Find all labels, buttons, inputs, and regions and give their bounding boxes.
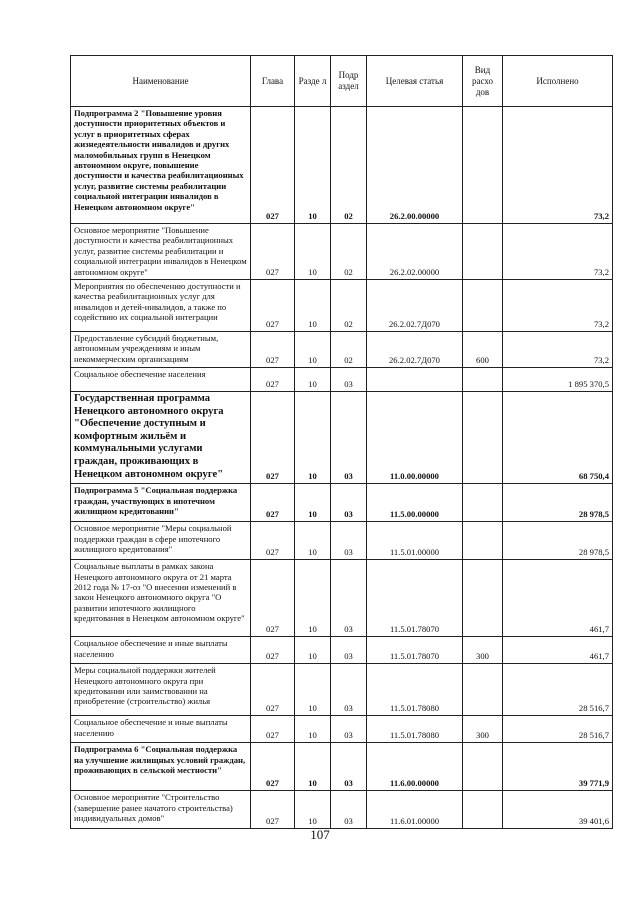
- row-target-article: 26.2.00.00000: [367, 107, 463, 224]
- row-executed: 28 516,7: [503, 716, 613, 743]
- table-row: [71, 637, 613, 664]
- row-expense-type: [463, 560, 503, 637]
- row-name: Основное мероприятие "Меры социальной поддержки граждан в сфере ипотечного жилищного кредитования": [71, 522, 251, 560]
- row-razdel: 10: [295, 484, 331, 522]
- row-razdel: 10: [295, 743, 331, 791]
- row-podrazdel: 03: [331, 368, 367, 392]
- row-name: Социальные выплаты в рамках закона Ненецкого автономного округа от 21 марта 2012 года № 17-оз "О внесении изменений в закон Ненецкого автономного округа "О развитии ипотечного жилищного кредитования в Ненецком автономном округе": [71, 560, 251, 637]
- row-name: Меры социальной поддержки жителей Ненецкого автономного округа при кредитовании или заимствовании на приобретение (строительство) жилья: [71, 664, 251, 716]
- row-name: Основное мероприятие "Строительство (завершение ранее начатого строительства) индивидуальных домов": [71, 791, 251, 829]
- row-executed: 28 978,5: [503, 522, 613, 560]
- row-expense-type: [463, 368, 503, 392]
- row-target-article: 26.2.02.7Д070: [367, 332, 463, 368]
- row-podrazdel: 03: [331, 522, 367, 560]
- row-expense-type: [463, 392, 503, 484]
- header-expense-type: Вид расхо дов: [463, 56, 503, 107]
- row-executed: 73,2: [503, 332, 613, 368]
- table-row: [71, 280, 613, 332]
- header-executed: Исполнено: [503, 56, 613, 107]
- row-glava: 027: [251, 280, 295, 332]
- row-expense-type: [463, 107, 503, 224]
- row-razdel: 10: [295, 522, 331, 560]
- row-glava: 027: [251, 664, 295, 716]
- row-razdel: 10: [295, 560, 331, 637]
- row-glava: 027: [251, 224, 295, 280]
- header-podrazdel: Подр аздел: [331, 56, 367, 107]
- row-podrazdel: 03: [331, 637, 367, 664]
- row-target-article: 11.5.01.78070: [367, 637, 463, 664]
- row-executed: 28 516,7: [503, 664, 613, 716]
- row-name: Подпрограмма 2 "Повышение уровня доступности приоритетных объектов и услуг в приоритетных сферах жизнедеятельности инвалидов и других маломобильных групп в Ненецком автономном округе, повышение доступности и качества реабилитационных услуг, развитие системы реабилитации социальной интеграции инвалидов в Ненецком автономном округе": [71, 107, 251, 224]
- row-glava: 027: [251, 560, 295, 637]
- row-podrazdel: 03: [331, 664, 367, 716]
- header-target-article: Целевая статья: [367, 56, 463, 107]
- table-row: [71, 560, 613, 637]
- row-executed: 39 771,9: [503, 743, 613, 791]
- table-row: [71, 716, 613, 743]
- row-podrazdel: 03: [331, 392, 367, 484]
- table-row: [71, 791, 613, 829]
- row-name: Социальное обеспечение и иные выплаты населению: [71, 716, 251, 743]
- row-podrazdel: 02: [331, 332, 367, 368]
- table-row: [71, 743, 613, 791]
- row-expense-type: [463, 664, 503, 716]
- row-podrazdel: 02: [331, 280, 367, 332]
- row-name: Подпрограмма 6 "Социальная поддержка на улучшение жилищных условий граждан, проживающих в сельской местности": [71, 743, 251, 791]
- row-target-article: 26.2.02.00000: [367, 224, 463, 280]
- row-target-article: [367, 368, 463, 392]
- row-name: Основное мероприятие "Повышение доступности и качества реабилитационных услуг, развитие системы реабилитации и социальной интеграции инвалидов в Ненецком автономном округе": [71, 224, 251, 280]
- header-razdel: Разде л: [295, 56, 331, 107]
- row-podrazdel: 03: [331, 716, 367, 743]
- row-expense-type: [463, 522, 503, 560]
- table-row: [71, 392, 613, 484]
- row-expense-type: [463, 484, 503, 522]
- row-name: Государственная программа Ненецкого автономного округа "Обеспечение доступным и комфортным жильём и коммунальными услугами граждан, проживающих в Ненецком автономном округе": [71, 392, 251, 484]
- row-expense-type: [463, 791, 503, 829]
- row-expense-type: 300: [463, 716, 503, 743]
- row-podrazdel: 02: [331, 224, 367, 280]
- table-row: [71, 224, 613, 280]
- row-executed: 39 401,6: [503, 791, 613, 829]
- row-executed: 1 895 370,5: [503, 368, 613, 392]
- row-glava: 027: [251, 637, 295, 664]
- row-name: Предоставление субсидий бюджетным, автономным учреждениям и иным некоммерческим организациям: [71, 332, 251, 368]
- row-executed: 73,2: [503, 280, 613, 332]
- row-expense-type: 300: [463, 637, 503, 664]
- page-number: 107: [310, 827, 330, 842]
- row-target-article: 11.0.00.00000: [367, 392, 463, 484]
- row-glava: 027: [251, 107, 295, 224]
- row-name: Социальное обеспечение населения: [71, 368, 251, 392]
- row-podrazdel: 03: [331, 743, 367, 791]
- row-target-article: 11.5.01.00000: [367, 522, 463, 560]
- table-row: [71, 522, 613, 560]
- row-glava: 027: [251, 716, 295, 743]
- row-podrazdel: 02: [331, 107, 367, 224]
- table-row: [71, 664, 613, 716]
- row-target-article: 26.2.02.7Д070: [367, 280, 463, 332]
- row-expense-type: [463, 743, 503, 791]
- row-glava: 027: [251, 332, 295, 368]
- row-glava: 027: [251, 791, 295, 829]
- row-podrazdel: 03: [331, 484, 367, 522]
- row-name: Подпрограмма 5 "Социальная поддержка граждан, участвующих в ипотечном жилищном кредитовании": [71, 484, 251, 522]
- table-row: [71, 484, 613, 522]
- row-razdel: 10: [295, 368, 331, 392]
- row-razdel: 10: [295, 107, 331, 224]
- row-glava: 027: [251, 368, 295, 392]
- row-executed: 461,7: [503, 637, 613, 664]
- row-name: Мероприятия по обеспечению доступности и качества реабилитационных услуг для инвалидов и детей-инвалидов, а также по содействию их социальной интеграции: [71, 280, 251, 332]
- row-target-article: 11.5.01.78070: [367, 560, 463, 637]
- row-razdel: 10: [295, 224, 331, 280]
- table-row: [71, 107, 613, 224]
- row-target-article: 11.5.01.78080: [367, 664, 463, 716]
- row-executed: 28 978,5: [503, 484, 613, 522]
- row-podrazdel: 03: [331, 791, 367, 829]
- row-target-article: 11.5.00.00000: [367, 484, 463, 522]
- row-executed: 68 750,4: [503, 392, 613, 484]
- header-name: Наименование: [71, 56, 251, 107]
- row-target-article: 11.6.01.00000: [367, 791, 463, 829]
- row-glava: 027: [251, 743, 295, 791]
- row-razdel: 10: [295, 637, 331, 664]
- row-razdel: 10: [295, 716, 331, 743]
- row-executed: 73,2: [503, 224, 613, 280]
- row-razdel: 10: [295, 280, 331, 332]
- row-glava: 027: [251, 484, 295, 522]
- row-executed: 73,2: [503, 107, 613, 224]
- table-row: [71, 332, 613, 368]
- table-header-row: [71, 56, 613, 107]
- row-executed: 461,7: [503, 560, 613, 637]
- row-razdel: 10: [295, 664, 331, 716]
- row-razdel: 10: [295, 332, 331, 368]
- row-target-article: 11.6.00.00000: [367, 743, 463, 791]
- row-podrazdel: 03: [331, 560, 367, 637]
- row-glava: 027: [251, 522, 295, 560]
- row-expense-type: [463, 280, 503, 332]
- row-razdel: 10: [295, 791, 331, 829]
- budget-table: [70, 55, 613, 829]
- row-razdel: 10: [295, 392, 331, 484]
- table-row: [71, 368, 613, 392]
- row-expense-type: [463, 224, 503, 280]
- row-target-article: 11.5.01.78080: [367, 716, 463, 743]
- row-name: Социальное обеспечение и иные выплаты населению: [71, 637, 251, 664]
- header-glava: Глава: [251, 56, 295, 107]
- row-glava: 027: [251, 392, 295, 484]
- row-expense-type: 600: [463, 332, 503, 368]
